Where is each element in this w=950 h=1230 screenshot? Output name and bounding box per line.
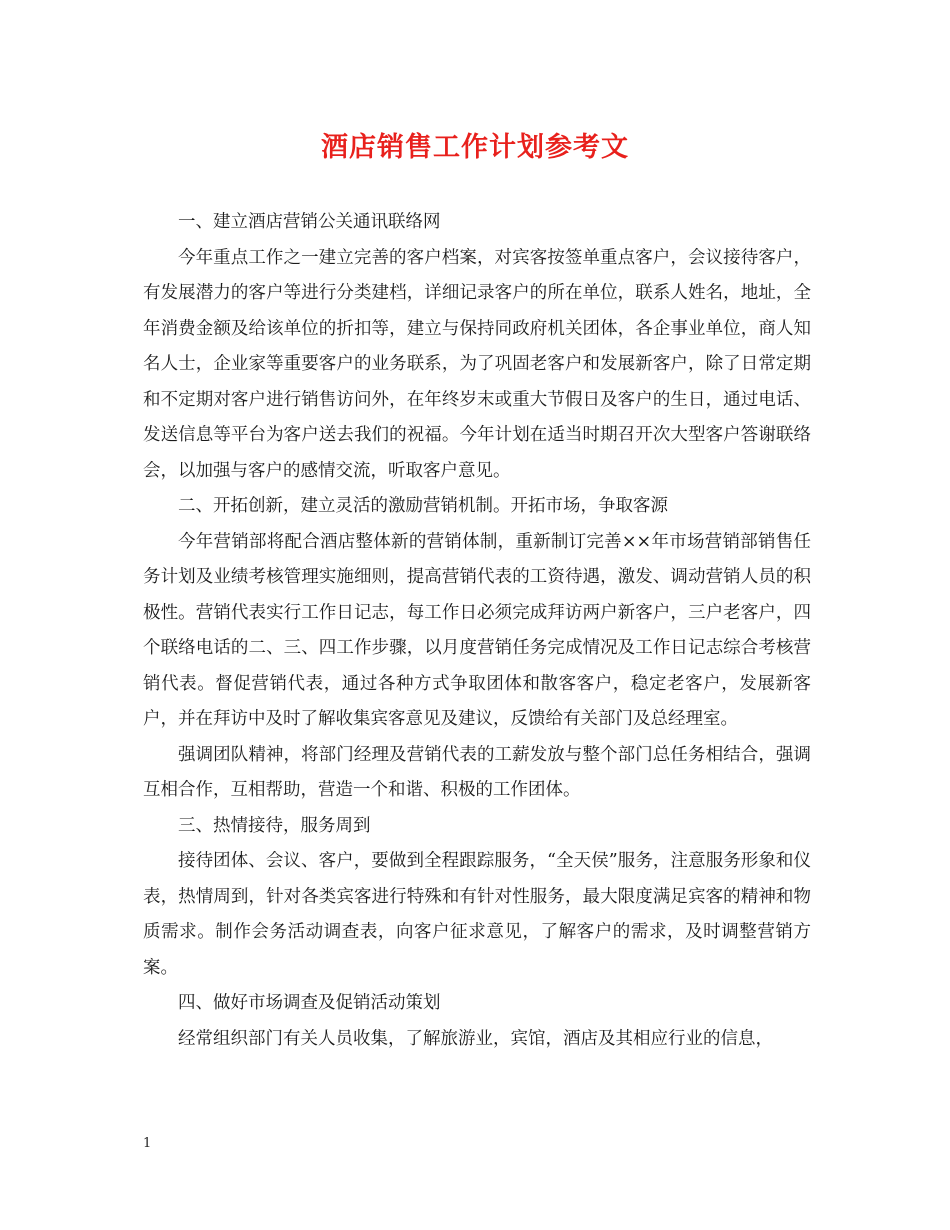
document-body [143, 205, 811, 1057]
section-heading-4: 四、做好市场调查及促销活动策划 [178, 993, 441, 1013]
page-number: 1 [143, 1136, 152, 1151]
paragraph-4: 接待团体、会议、客户，要做到全程跟踪服务，“全天侯”服务，注意服务形象和仪表，热情周到，针对各类宾客进行特殊和有针对性服务，最大限度满足宾客的精神和物质需求。制作会务活动调查表，向客户征求意见，了解客户的需求，及时调整营销方案。 [143, 851, 811, 978]
paragraph-5: 经常组织部门有关人员收集，了解旅游业，宾馆，酒店及其相应行业的信息， [178, 1028, 773, 1049]
section-heading-2: 二、开拓创新，建立灵活的激励营销机制。开拓市场，争取客源 [178, 496, 668, 516]
document-title: 酒店销售工作计划参考文 [321, 132, 629, 163]
section-heading-1: 一、建立酒店营销公关通讯联络网 [178, 212, 441, 232]
paragraph-1: 今年重点工作之一建立完善的客户档案，对宾客按签单重点客户，会议接待客户，有发展潜力的客户等进行分类建档，详细记录客户的所在单位，联系人姓名，地址，全年消费金额及给该单位的折扣等，建立与保持同政府机关团体，各企事业单位，商人知名人士，企业家等重要客户的业务联系，为了巩固老客户和发展新客户，除了日常定期和不定期对客户进行销售访问外，在年终岁末或重大节假日及客户的生日，通过电话、发送信息等平台为客户送去我们的祝福。今年计划在适当时期召开次大型客户答谢联络会，以加强与客户的感情交流，听取客户意见。 [143, 247, 811, 481]
section-heading-3: 三、热情接待，服务周到 [178, 815, 371, 836]
paragraph-3: 强调团队精神，将部门经理及营销代表的工薪发放与整个部门总任务相结合，强调互相合作，互相帮助，营造一个和谐、积极的工作团体。 [143, 744, 811, 800]
paragraph-2: 今年营销部将配合酒店整体新的营销体制，重新制订完善××年市场营销部销售任务计划及业绩考核管理实施细则，提高营销代表的工资待遇，激发、调动营销人员的积极性。营销代表实行工作日记志，每工作日必须完成拜访两户新客户，三户老客户，四个联络电话的二、三、四工作步骤，以月度营销任务完成情况及工作日记志综合考核营销代表。督促营销代表，通过各种方式争取团体和散客客户，稳定老客户，发展新客户，并在拜访中及时了解收集宾客意见及建议，反馈给有关部门及总经理室。 [143, 531, 811, 729]
